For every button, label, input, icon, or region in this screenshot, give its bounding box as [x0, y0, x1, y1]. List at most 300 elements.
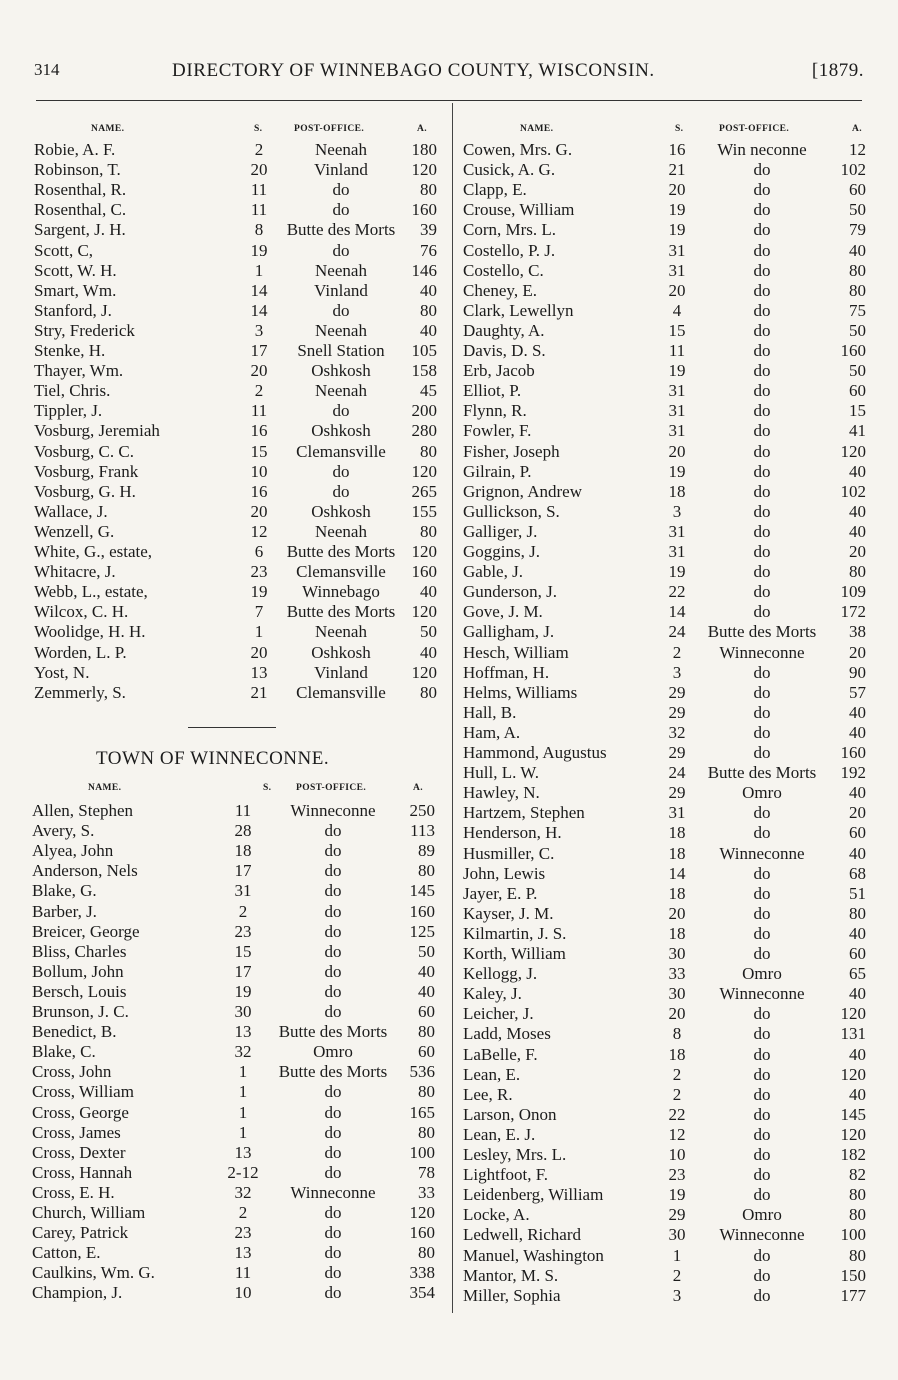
entry-acres: 165 [409, 1102, 435, 1122]
entry-acres: 68 [849, 863, 866, 883]
name-header: NAME. [88, 783, 122, 793]
entry-acres: 177 [840, 1285, 866, 1305]
entry-section: 2 [672, 1265, 682, 1285]
entry-post-office: Neenah [315, 140, 367, 159]
list-item [456, 401, 876, 421]
entry-post-office: Winnebago [302, 582, 380, 602]
entry-acres: 80 [420, 521, 437, 541]
list-item [0, 200, 448, 220]
list-item [0, 321, 448, 341]
entry-section: 17 [234, 961, 252, 981]
entry-section: 32 [668, 722, 686, 742]
entry-name: Flynn, R. [463, 401, 527, 421]
entry-acres: 79 [849, 220, 866, 240]
entry-post-office: do [753, 1004, 771, 1024]
entry-acres: 158 [411, 361, 437, 381]
column-divider [452, 103, 453, 1313]
entry-name: Smart, Wm. [34, 280, 117, 300]
list-item [0, 1062, 448, 1082]
entry-post-office: Butte des Morts [286, 542, 396, 561]
entry-name: Corn, Mrs. L. [463, 220, 557, 240]
entry-post-office: do [753, 341, 771, 360]
entry-section: 32 [234, 1182, 252, 1202]
entry-section: 2 [254, 381, 264, 401]
entry-acres: 12 [849, 140, 866, 159]
name-header: NAME. [91, 124, 125, 134]
entry-acres: 80 [418, 1022, 435, 1042]
entry-post-office: Oshkosh [311, 501, 371, 521]
list-item [0, 841, 448, 861]
list-item [456, 361, 876, 381]
entry-post-office: Butte des Morts [286, 602, 396, 622]
entry-post-office: do [753, 401, 771, 421]
entry-acres: 160 [409, 1223, 435, 1243]
entry-section: 7 [254, 602, 264, 622]
a-header: A. [417, 124, 428, 134]
entry-acres: 40 [418, 981, 435, 1001]
entry-acres: 120 [411, 662, 437, 682]
entry-acres: 20 [849, 642, 866, 662]
list-item [0, 502, 448, 522]
entry-acres: 20 [849, 542, 866, 561]
entry-post-office: do [753, 521, 771, 541]
entry-post-office: do [753, 160, 771, 180]
entry-acres: 200 [411, 401, 437, 421]
entry-post-office: do [753, 1285, 771, 1305]
entry-post-office: Vinland [314, 160, 368, 180]
entry-acres: 120 [840, 1004, 866, 1024]
a-header: A. [413, 783, 424, 793]
entry-post-office: do [324, 821, 342, 841]
entry-name: Grignon, Andrew [463, 481, 582, 501]
list-item [456, 984, 876, 1004]
list-item [0, 341, 448, 361]
entry-acres: 354 [409, 1283, 435, 1303]
entry-name: Yost, N. [34, 662, 90, 682]
entry-acres: 40 [418, 961, 435, 981]
entry-post-office: do [753, 682, 771, 702]
entry-post-office: do [753, 260, 771, 280]
entry-name: Jayer, E. P. [463, 883, 538, 903]
entry-section: 19 [234, 981, 252, 1001]
entry-acres: 131 [840, 1024, 866, 1044]
entry-name: Ladd, Moses [463, 1024, 551, 1044]
entry-name: Husmiller, C. [463, 843, 555, 863]
entry-name: Hesch, William [463, 642, 569, 662]
entry-section: 3 [672, 1285, 682, 1305]
entry-acres: 120 [840, 441, 866, 461]
entry-post-office: Winneconne [719, 984, 805, 1004]
entry-acres: 155 [411, 501, 437, 521]
entry-name: LaBelle, F. [463, 1044, 538, 1064]
entry-post-office: do [332, 300, 350, 320]
list-item [0, 962, 448, 982]
entry-post-office: do [332, 200, 350, 220]
entry-name: Cross, James [32, 1122, 121, 1142]
entry-post-office: do [753, 1064, 771, 1084]
entry-section: 13 [234, 1243, 252, 1263]
entry-name: Webb, L., estate, [34, 582, 148, 602]
entry-acres: 50 [420, 622, 437, 642]
entry-section: 18 [668, 923, 686, 943]
entry-section: 31 [668, 381, 686, 401]
list-item [0, 663, 448, 683]
entry-acres: 80 [418, 861, 435, 881]
list-item [0, 381, 448, 401]
entry-name: Allen, Stephen [32, 801, 134, 820]
entry-post-office: do [753, 1145, 771, 1164]
entry-section: 1 [238, 1062, 248, 1082]
entry-acres: 160 [409, 901, 435, 921]
entry-section: 29 [668, 702, 686, 722]
entry-name: Helms, Williams [463, 682, 578, 702]
list-item [456, 1225, 876, 1245]
entry-post-office: do [753, 441, 771, 461]
list-item [456, 200, 876, 220]
list-item [0, 942, 448, 962]
entry-acres: 50 [849, 200, 866, 220]
entry-post-office: do [753, 501, 771, 521]
entry-section: 10 [250, 461, 268, 481]
entry-post-office: Omro [313, 1042, 353, 1062]
entry-post-office: do [324, 1243, 342, 1263]
entry-name: Hull, L. W. [463, 763, 540, 783]
entry-post-office: do [332, 401, 350, 421]
entry-name: Blake, C. [32, 1042, 96, 1062]
entry-name: Costello, C. [463, 260, 544, 280]
list-item [0, 462, 448, 482]
list-item [456, 904, 876, 924]
entry-post-office: do [324, 1142, 342, 1162]
entry-post-office: Omro [742, 964, 782, 984]
list-item [0, 241, 448, 261]
entry-post-office: do [753, 702, 771, 722]
entry-acres: 38 [849, 622, 866, 642]
list-item [456, 261, 876, 281]
entry-post-office: Win neconne [717, 140, 807, 159]
list-item [0, 1183, 448, 1203]
list-item [0, 180, 448, 200]
list-item [0, 1203, 448, 1223]
entry-post-office: do [324, 881, 342, 901]
entry-name: Lightfoot, F. [463, 1165, 549, 1185]
entry-name: Sargent, J. H. [34, 220, 126, 240]
entry-post-office: do [324, 1203, 342, 1222]
entry-acres: 50 [418, 941, 435, 961]
entry-post-office: Oshkosh [311, 421, 371, 441]
post-office-header: POST-OFFICE. [296, 783, 367, 793]
entry-acres: 120 [411, 461, 437, 481]
entry-acres: 60 [418, 1002, 435, 1021]
entry-name: Vosburg, G. H. [34, 481, 136, 501]
entry-section: 19 [668, 361, 686, 381]
entry-section: 12 [250, 521, 268, 541]
entry-name: Bliss, Charles [32, 941, 127, 961]
entry-name: Hartzem, Stephen [463, 803, 585, 823]
list-item [0, 442, 448, 462]
list-item [456, 160, 876, 180]
entry-post-office: do [753, 722, 771, 742]
entry-post-office: do [324, 1082, 342, 1102]
entry-section: 17 [250, 341, 268, 360]
entry-acres: 80 [420, 682, 437, 702]
entry-acres: 145 [840, 1104, 866, 1124]
entry-post-office: do [753, 1084, 771, 1104]
entry-section: 20 [668, 280, 686, 300]
list-item [0, 982, 448, 1002]
entry-section: 11 [668, 341, 686, 360]
list-item [0, 301, 448, 321]
entry-section: 20 [250, 361, 268, 381]
entry-acres: 40 [420, 642, 437, 662]
entry-acres: 50 [849, 361, 866, 381]
page-header [34, 60, 864, 90]
entry-section: 14 [668, 602, 686, 622]
entry-post-office: Butte des Morts [286, 220, 396, 240]
entry-name: Alyea, John [32, 841, 114, 861]
entry-section: 31 [668, 240, 686, 260]
entry-name: Robinson, T. [34, 160, 121, 180]
entry-acres: 102 [840, 160, 866, 180]
entry-acres: 60 [849, 823, 866, 843]
entry-acres: 39 [420, 220, 437, 240]
entry-section: 29 [668, 1205, 686, 1225]
list-item [456, 220, 876, 240]
list-item [456, 522, 876, 542]
list-item [456, 924, 876, 944]
entry-section: 18 [668, 481, 686, 501]
entry-post-office: do [324, 1263, 342, 1283]
entry-name: Bersch, Louis [32, 981, 127, 1001]
list-item [456, 1145, 876, 1165]
list-item [456, 442, 876, 462]
entry-acres: 180 [411, 140, 437, 159]
list-item [456, 783, 876, 803]
s-header: S. [675, 124, 684, 134]
entry-post-office: do [753, 903, 771, 923]
entry-post-office: Oshkosh [311, 642, 371, 662]
list-item [456, 1165, 876, 1185]
entry-post-office: Winneconne [719, 642, 805, 662]
entry-section: 16 [250, 421, 268, 441]
entry-acres: 80 [420, 441, 437, 461]
entry-name: Scott, W. H. [34, 260, 117, 280]
entry-acres: 120 [411, 602, 437, 622]
entry-post-office: do [753, 1044, 771, 1064]
entry-name: Gable, J. [463, 562, 523, 582]
entry-acres: 40 [849, 984, 866, 1004]
entry-section: 3 [672, 662, 682, 682]
list-item [0, 1042, 448, 1062]
entry-section: 19 [250, 240, 268, 260]
list-item [0, 1022, 448, 1042]
list-item [456, 482, 876, 502]
entry-acres: 160 [840, 743, 866, 762]
entry-section: 18 [668, 823, 686, 843]
entry-section: 15 [668, 320, 686, 340]
entry-post-office: Winneconne [719, 843, 805, 863]
entry-acres: 60 [849, 381, 866, 401]
entry-acres: 125 [409, 921, 435, 941]
entry-section: 1 [672, 1245, 682, 1265]
list-item [456, 562, 876, 582]
entry-section: 24 [668, 763, 686, 783]
list-item [456, 321, 876, 341]
entry-section: 6 [254, 542, 264, 561]
entry-post-office: Butte des Morts [707, 763, 817, 783]
entry-section: 20 [250, 160, 268, 180]
list-item [456, 683, 876, 703]
entry-name: Zemmerly, S. [34, 682, 126, 702]
entry-section: 29 [668, 682, 686, 702]
entry-acres: 40 [420, 320, 437, 340]
entry-post-office: do [753, 180, 771, 200]
entry-post-office: do [753, 1245, 771, 1265]
entry-name: Stenke, H. [34, 341, 106, 360]
entry-name: Cowen, Mrs. G. [463, 140, 573, 159]
entry-acres: 80 [418, 1122, 435, 1142]
entry-section: 3 [672, 501, 682, 521]
list-item [456, 1266, 876, 1286]
list-item [456, 703, 876, 723]
entry-acres: 160 [840, 341, 866, 360]
entry-post-office: Neenah [315, 622, 367, 642]
list-item [456, 1205, 876, 1225]
entry-section: 29 [668, 743, 686, 762]
entry-section: 1 [238, 1102, 248, 1122]
entry-section: 11 [250, 180, 268, 200]
entry-name: Lesley, Mrs. L. [463, 1145, 567, 1164]
entry-name: Cross, Hannah [32, 1162, 133, 1182]
entry-section: 19 [668, 562, 686, 582]
entry-post-office: do [753, 461, 771, 481]
entry-post-office: do [753, 1265, 771, 1285]
list-item [456, 1045, 876, 1065]
entry-post-office: Neenah [315, 320, 367, 340]
entry-acres: 536 [409, 1062, 435, 1082]
list-item [456, 582, 876, 602]
entry-name: Ledwell, Richard [463, 1225, 582, 1245]
entry-post-office: do [753, 743, 771, 762]
entry-name: Tiel, Chris. [34, 381, 111, 401]
entry-post-office: Winneconne [290, 1182, 376, 1202]
entry-post-office: Omro [742, 783, 782, 803]
entry-section: 19 [668, 200, 686, 220]
entry-section: 2 [254, 140, 264, 159]
entry-post-office: do [324, 941, 342, 961]
page-number: 314 [34, 60, 60, 79]
list-item [456, 884, 876, 904]
entry-name: Hoffman, H. [463, 662, 550, 682]
entry-name: Scott, C, [34, 240, 94, 260]
entry-post-office: do [324, 1002, 342, 1021]
entry-name: Costello, P. J. [463, 240, 556, 260]
list-item [0, 622, 448, 642]
entry-section: 14 [250, 280, 268, 300]
entry-acres: 40 [420, 280, 437, 300]
list-item [0, 1082, 448, 1102]
entry-section: 8 [672, 1024, 682, 1044]
entry-name: Benedict, B. [32, 1022, 117, 1042]
entry-acres: 109 [840, 582, 866, 602]
entry-post-office: do [753, 220, 771, 240]
list-item [456, 844, 876, 864]
entry-acres: 33 [418, 1182, 435, 1202]
list-item [0, 1103, 448, 1123]
entry-name: Stanford, J. [34, 300, 112, 320]
entry-section: 2-12 [227, 1162, 259, 1182]
list-item [456, 502, 876, 522]
entry-post-office: do [324, 841, 342, 861]
entry-post-office: do [324, 901, 342, 921]
entry-post-office: do [324, 981, 342, 1001]
entry-name: Rosenthal, R. [34, 180, 127, 200]
entry-name: Thayer, Wm. [34, 361, 124, 381]
entry-post-office: Neenah [315, 381, 367, 401]
entry-acres: 15 [849, 401, 866, 421]
entry-acres: 100 [409, 1142, 435, 1162]
entry-section: 1 [254, 260, 264, 280]
entry-acres: 120 [411, 542, 437, 561]
entry-post-office: do [753, 280, 771, 300]
list-item [0, 281, 448, 301]
entry-acres: 160 [411, 562, 437, 582]
entry-section: 33 [668, 964, 686, 984]
entry-section: 16 [250, 481, 268, 501]
entry-post-office: do [753, 481, 771, 501]
entry-acres: 80 [418, 1243, 435, 1263]
list-item [0, 902, 448, 922]
entry-section: 18 [668, 843, 686, 863]
entry-post-office: do [753, 602, 771, 622]
list-item [0, 643, 448, 663]
list-item [0, 361, 448, 381]
entry-section: 30 [668, 944, 686, 963]
entry-name: Champion, J. [32, 1283, 123, 1303]
entry-name: Gove, J. M. [463, 602, 543, 622]
entry-acres: 60 [849, 944, 866, 963]
list-item [0, 522, 448, 542]
entry-name: Clapp, E. [463, 180, 527, 200]
entry-acres: 40 [849, 722, 866, 742]
entry-acres: 60 [418, 1042, 435, 1062]
entry-post-office: do [753, 381, 771, 401]
list-item [0, 821, 448, 841]
entry-acres: 182 [840, 1145, 866, 1164]
entry-section: 1 [254, 622, 264, 642]
list-item [456, 663, 876, 683]
entry-name: Leidenberg, William [463, 1185, 604, 1205]
entry-post-office: do [332, 461, 350, 481]
entry-acres: 50 [849, 320, 866, 340]
entry-section: 2 [238, 901, 248, 921]
entry-acres: 40 [849, 240, 866, 260]
entry-name: Vosburg, C. C. [34, 441, 134, 461]
list-item [456, 743, 876, 763]
list-item [0, 1283, 448, 1303]
entry-name: Woolidge, H. H. [34, 622, 146, 642]
entry-name: Avery, S. [32, 821, 95, 841]
page-year: [1879. [811, 60, 864, 81]
entry-acres: 113 [410, 821, 435, 841]
entry-section: 19 [668, 1185, 686, 1205]
entry-section: 8 [254, 220, 264, 240]
entry-name: Hammond, Augustus [463, 743, 607, 762]
entry-acres: 80 [849, 260, 866, 280]
list-item [0, 1143, 448, 1163]
entry-section: 22 [668, 1104, 686, 1124]
entry-acres: 280 [411, 421, 437, 441]
